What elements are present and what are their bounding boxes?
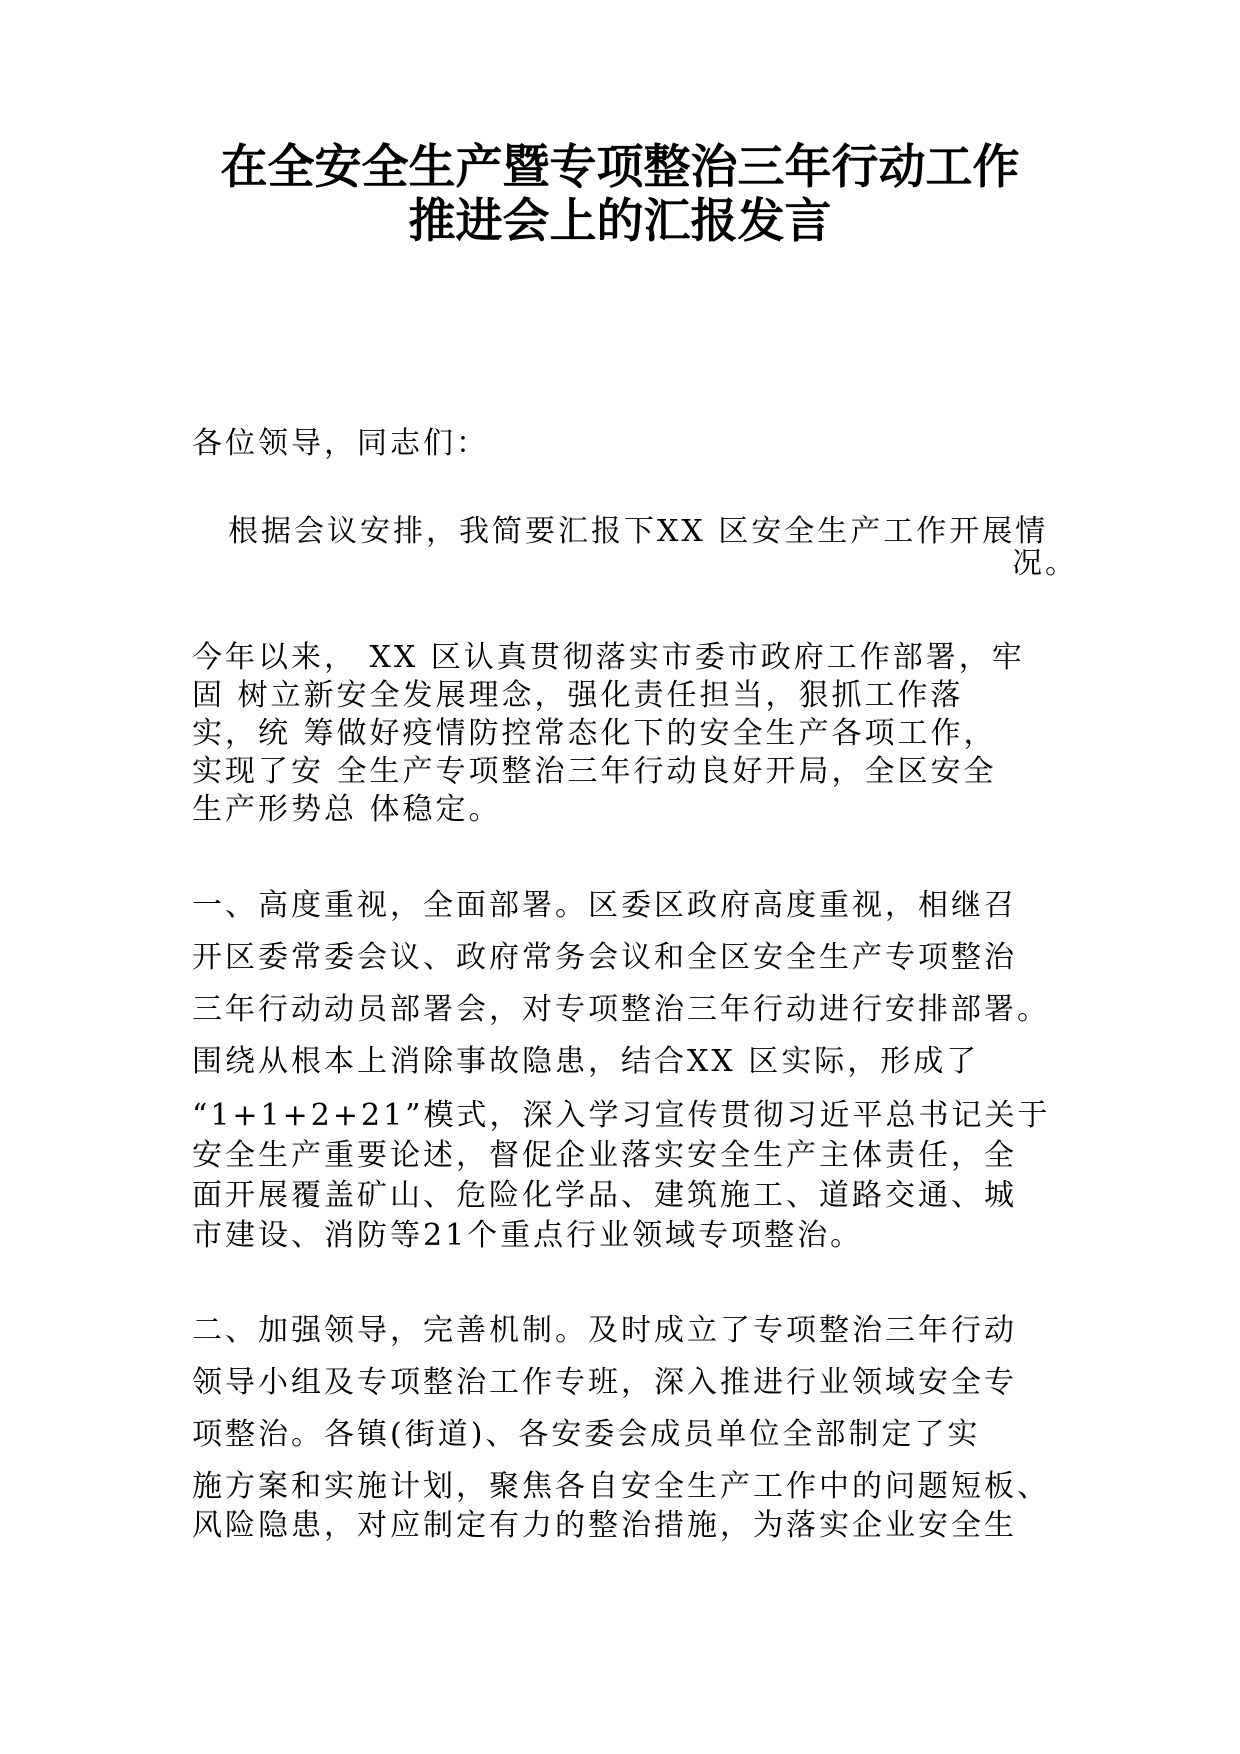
section-two-line-3: 项整治。各镇(街道)、各安委会成员单位全部制定了实	[192, 1417, 981, 1452]
section-one-line-3: 三年行动动员部署会，对专项整治三年行动进行安排部署。	[192, 992, 1050, 1027]
document-title-line-1: 在全安全生产暨专项整治三年行动工作	[220, 140, 1020, 195]
section-two-line-4: 施方案和实施计划，聚焦各自安全生产工作中的问题短板、	[192, 1469, 1050, 1504]
section-one-line-4: 围绕从根本上消除事故隐患，结合XX 区实际，形成了	[192, 1044, 980, 1079]
section-two-line-2: 领导小组及专项整治工作专班，深入推进行业领域安全专	[192, 1365, 1017, 1400]
overview-line-4: 实现了安 全生产专项整治三年行动良好开局，全区安全	[192, 754, 997, 789]
section-two-line-1: 二、加强领导，完善机制。及时成立了专项整治三年行动	[192, 1313, 1017, 1348]
section-one-line-7: 面开展覆盖矿山、危险化学品、建筑施工、道路交通、城	[192, 1178, 1017, 1213]
section-two-line-5: 风险隐患，对应制定有力的整治措施，为落实企业安全生	[192, 1508, 1017, 1543]
overview-line-2: 固 树立新安全发展理念，强化责任担当，狠抓工作落	[192, 678, 964, 713]
section-one-line-1: 一、高度重视，全面部署。区委区政府高度重视，相继召	[192, 888, 1017, 923]
overview-line-5: 生产形势总 体稳定。	[192, 792, 502, 827]
intro-line-2: 况。	[1012, 546, 1078, 581]
section-one-line-5: “1+1+2+21”模式，深入学习宣传贯彻习近平总书记关于	[192, 1098, 1051, 1133]
document-title-line-2: 推进会上的汇报发言	[408, 194, 832, 249]
section-one-line-6: 安全生产重要论述，督促企业落实安全生产主体责任，全	[192, 1138, 1017, 1173]
overview-line-1: 今年以来， XX 区认真贯彻落实市委市政府工作部署，牢	[192, 640, 1025, 675]
overview-line-3: 实，统 筹做好疫情防控常态化下的安全生产各项工作，	[192, 716, 997, 751]
section-one-line-8: 市建设、消防等21个重点行业领域专项整治。	[192, 1218, 864, 1253]
salutation: 各位领导，同志们：	[192, 426, 489, 461]
intro-line-1: 根据会议安排，我简要汇报下XX 区安全生产工作开展情	[228, 514, 1049, 549]
section-one-line-2: 开区委常委会议、政府常务会议和全区安全生产专项整治	[192, 940, 1017, 975]
